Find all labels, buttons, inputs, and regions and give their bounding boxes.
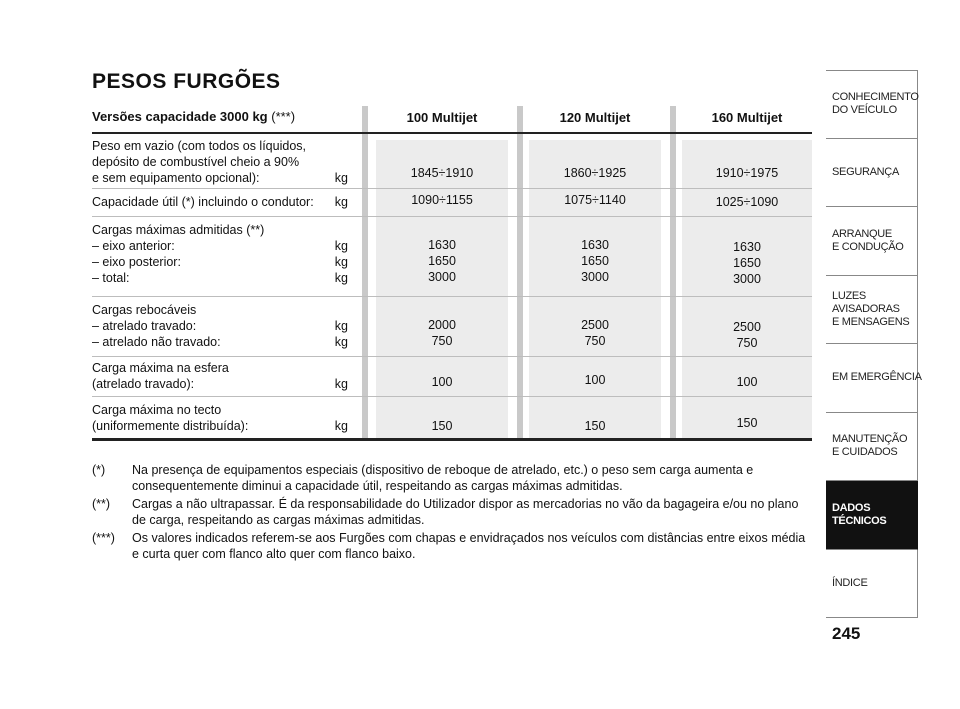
table-cell: 150 — [431, 419, 453, 433]
nav-tab-manutencao[interactable]: MANUTENÇÃO E CUIDADOS — [826, 413, 918, 482]
row-divider — [92, 216, 812, 217]
page-number: 245 — [832, 624, 861, 643]
table-cell: 1630 1650 3000 — [581, 238, 609, 284]
row-unit: kg kg — [334, 319, 348, 349]
table-bottom-rule — [92, 438, 812, 441]
row-label: Carga máxima na esfera (atrelado travado): — [92, 361, 229, 391]
column-divider — [362, 106, 368, 438]
row-unit: kg — [334, 195, 348, 209]
column-header: 160 Multijet — [711, 110, 783, 125]
table-cell: 1025÷1090 — [715, 195, 779, 209]
column-header: 100 Multijet — [406, 110, 478, 125]
table-cell: 1630 1650 3000 — [733, 240, 761, 286]
table-cell: 150 — [584, 419, 606, 433]
footnote-mark: (**) — [92, 497, 111, 511]
nav-tab-arranque[interactable]: ARRANQUE E CONDUÇÃO — [826, 207, 918, 276]
footnote-text: Cargas a não ultrapassar. É da responsabilidade do Utilizador dispor as mercadorias no vão da bagageira e/ou no plano de carga, respeitando as cargas máximas admitidas. — [132, 497, 799, 527]
nav-tab-indice[interactable]: ÍNDICE — [826, 550, 918, 619]
weights-table — [92, 106, 812, 440]
table-cell: 1860÷1925 — [563, 166, 627, 180]
section-nav — [826, 70, 922, 618]
row-label: Cargas máximas admitidas (**) – eixo anterior: – eixo posterior: – total: — [92, 223, 265, 285]
footnotes — [92, 462, 807, 564]
table-cell: 1910÷1975 — [715, 166, 779, 180]
row-label: Capacidade útil (*) incluindo o condutor: — [92, 195, 314, 209]
table-cell: 1075÷1140 — [564, 193, 626, 207]
column-panel — [376, 140, 508, 438]
column-panel — [529, 140, 661, 438]
table-cell: 1630 1650 3000 — [428, 238, 456, 284]
table-cell: 2500 750 — [581, 318, 609, 348]
footnote — [92, 496, 807, 528]
row-unit: kg kg kg — [334, 239, 348, 285]
nav-tab-emergencia[interactable]: EM EMERGÊNCIA — [826, 344, 918, 413]
column-header: 120 Multijet — [559, 110, 631, 125]
footnote-text: Na presença de equipamentos especiais (dispositivo de reboque de atrelado, etc.) o peso sem carga aumenta e consequentemente diminui a capacidade útil, respeitando as cargas máximas admitidas. — [132, 463, 754, 493]
footnote — [92, 530, 807, 562]
nav-tab-seguranca[interactable]: SEGURANÇA — [826, 139, 918, 208]
table-header-label — [92, 109, 295, 124]
row-divider — [92, 188, 812, 189]
column-panel — [682, 140, 812, 438]
row-label: Cargas rebocáveis – atrelado travado: – atrelado não travado: — [92, 303, 221, 349]
table-cell: 100 — [736, 375, 758, 389]
footnote-text: Os valores indicados referem-se aos Furgões com chapas e envidraçados nos veículos com distâncias entre eixos média e curta quer com flanco alto quer com flanco baixo. — [132, 531, 806, 561]
footnote — [92, 462, 807, 494]
header-label-suffix: (***) — [267, 109, 296, 124]
row-unit: kg — [334, 171, 348, 185]
table-cell: 100 — [584, 373, 606, 387]
row-unit: kg — [334, 377, 348, 391]
column-divider — [517, 106, 523, 438]
footnote-mark: (*) — [92, 463, 106, 477]
page-title: PESOS FURGÕES — [92, 70, 281, 93]
nav-tab-dados-tecnicos[interactable]: DADOS TÉCNICOS — [826, 481, 918, 550]
header-rule — [92, 132, 812, 134]
table-cell: 2500 750 — [733, 320, 761, 350]
table-cell: 1090÷1155 — [411, 193, 473, 207]
column-divider — [670, 106, 676, 438]
header-label-bold: Versões capacidade 3000 kg — [92, 109, 268, 124]
row-label: Carga máxima no tecto (uniformemente distribuída): — [92, 403, 249, 433]
nav-tab-luzes[interactable]: LUZES AVISADORAS E MENSAGENS — [826, 276, 918, 345]
footnote-mark: (***) — [92, 531, 115, 545]
nav-tab-conhecimento[interactable]: CONHECIMENTO DO VEÍCULO — [826, 70, 918, 139]
row-divider — [92, 396, 812, 397]
row-divider — [92, 356, 812, 357]
row-unit: kg — [334, 419, 348, 433]
table-cell: 2000 750 — [428, 318, 456, 348]
table-cell: 100 — [431, 375, 453, 389]
table-cell: 1845÷1910 — [410, 166, 474, 180]
table-cell: 150 — [736, 416, 758, 430]
row-label: Peso em vazio (com todos os líquidos, depósito de combustível cheio a 90% e sem equipamento opcional): — [92, 139, 306, 185]
row-divider — [92, 296, 812, 297]
